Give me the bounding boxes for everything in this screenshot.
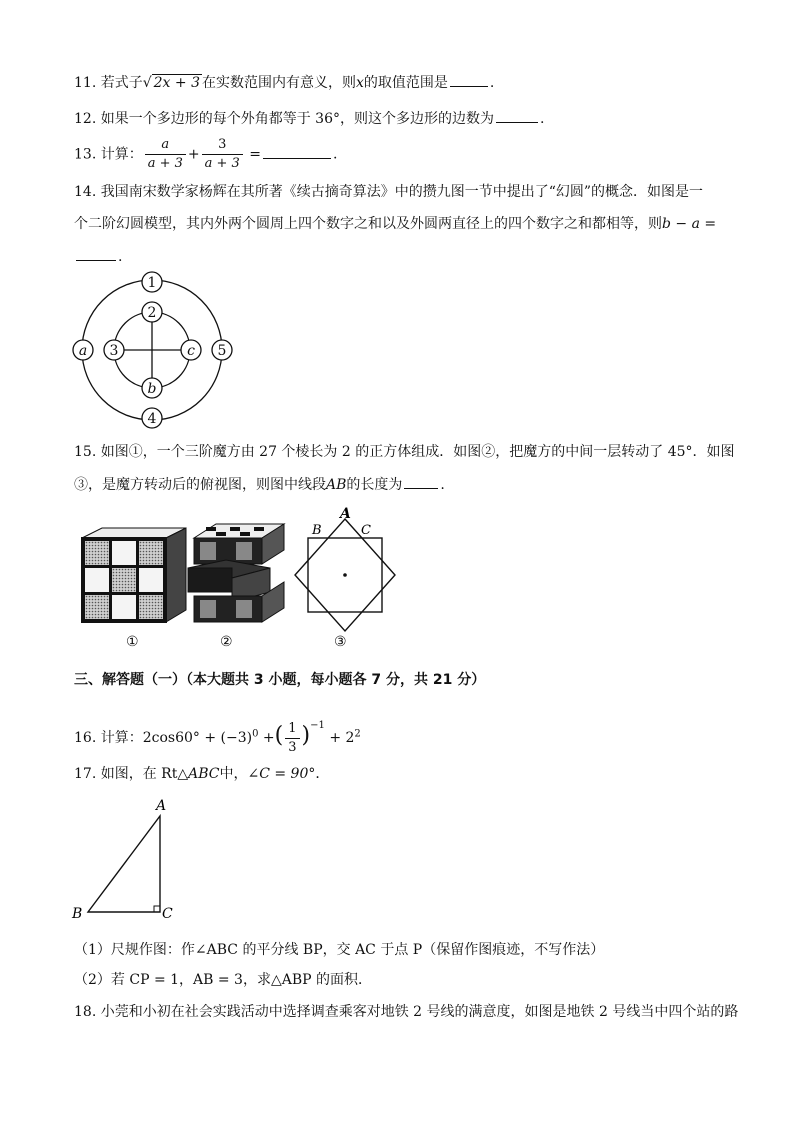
question-17: 17. 如图，在 Rt△ABC中，∠C = 90°． — [74, 766, 330, 782]
question-14-line-3: . — [74, 246, 122, 267]
question-11: 11. 若式子√ 2x + 3 在实数范围内有意义，则x的取值范围是 . — [74, 72, 494, 93]
q12-text: 如果一个多边形的每个外角都等于 36°，则这个多边形的边数为 — [100, 111, 494, 127]
question-16: 16. 计算：$2\cos 60^\circ + (-3)^0$ +( $\frac{1}{3}$ )$^{-1} + 2^2$ — [74, 720, 361, 755]
mc-right-inner: c — [187, 343, 195, 359]
question-14-line-2: 个二阶幻圆模型，其内外两个圆周上四个数字之和以及外圆两直径上的四个数字之和都相等，则b − a = — [74, 216, 717, 232]
question-18: 18. 小莞和小初在社会实践活动中选择调查乘客对地铁 2 号线的满意度，如图是地铁 2 号线当中四个站的路 — [74, 1004, 739, 1020]
q11-pre: 若式子 — [100, 75, 143, 91]
q14-answer-blank[interactable] — [76, 246, 116, 261]
rubiks-cube-figure-1 — [76, 526, 192, 626]
section-3-heading: 三、解答题（一）（本大题共 3 小题，每小题各 7 分，共 21 分） — [74, 672, 486, 688]
q11-var: x — [355, 75, 364, 91]
right-triangle-figure — [66, 792, 186, 926]
mc-top-inner: 2 — [147, 305, 157, 321]
question-15-line-2: ③，是魔方转动后的俯视图，则图中线段AB的长度为 . — [74, 474, 445, 495]
q15-answer-blank[interactable] — [404, 474, 438, 489]
mc-right-outer: 5 — [217, 343, 227, 359]
figure-2-label: ② — [220, 634, 233, 650]
mc-left-outer: a — [78, 343, 88, 359]
q13-pre: 计算： — [100, 146, 143, 163]
fig3-point-a: A — [340, 506, 351, 522]
triangle-vertex-a: A — [156, 798, 167, 814]
triangle-vertex-b: B — [72, 906, 83, 922]
q11-post: 的取值范围是 — [363, 75, 448, 91]
question-17-part-1: （1）尺规作图：作∠ABC 的平分线 BP，交 AC 于点 P（保留作图痕迹，不写作法） — [74, 942, 605, 958]
mc-top-outer: 1 — [147, 275, 157, 291]
mc-bottom-inner: b — [147, 381, 157, 397]
triangle-vertex-c: C — [162, 906, 173, 922]
q13-fraction-2: $\frac{3}{a + 3}$ — [202, 136, 243, 173]
question-17-part-2: （2）若 CP = 1，AB = 3，求△ABP 的面积． — [74, 972, 372, 988]
q13-answer-blank[interactable] — [263, 144, 331, 159]
mc-left-inner: 3 — [109, 343, 119, 359]
q11-number: 11. — [74, 75, 97, 91]
question-13: 13. 计算： $\frac{a}{a + 3}$ + $\frac{3}{a + 3}$ = . — [74, 137, 338, 171]
magic-circle-figure — [68, 268, 238, 434]
q16-number: 16. — [74, 730, 97, 746]
figure-1-label: ① — [126, 634, 139, 650]
question-15-line-1: 15. 如图①，一个三阶魔方由 27 个棱长为 2 的正方体组成．如图②，把魔方的中间一层转动了 45°．如图 — [74, 444, 735, 460]
q17-number: 17. — [74, 766, 97, 782]
q11-mid: 在实数范围内有意义，则 — [201, 75, 356, 91]
fig3-point-c: C — [361, 523, 371, 538]
question-14-line-1: 14. 我国南宋数学家杨辉在其所著《续古摘奇算法》中的攒九图一节中提出了“幻圆”的概念．如图是一 — [74, 184, 704, 200]
mc-bottom-outer: 4 — [147, 411, 157, 427]
rubiks-cube-top-view-figure-3 — [290, 504, 400, 654]
q15-number: 15. — [74, 444, 97, 460]
q12-number: 12. — [74, 111, 97, 127]
rubiks-cube-figure-2 — [186, 520, 290, 626]
q11-answer-blank[interactable] — [450, 72, 488, 87]
q12-answer-blank[interactable] — [496, 108, 538, 123]
q13-fraction-1: $\frac{a}{a + 3}$ — [145, 136, 186, 173]
fig3-point-b: B — [312, 523, 322, 538]
q13-number: 13. — [74, 146, 97, 163]
q18-number: 18. — [74, 1004, 97, 1020]
q14-number: 14. — [74, 184, 97, 200]
question-12: 12. 如果一个多边形的每个外角都等于 36°，则这个多边形的边数为 . — [74, 108, 544, 129]
figure-3-label: ③ — [334, 634, 347, 650]
q11-radicand: 2x + 3 — [153, 75, 200, 91]
q14-expression: b − a = — [662, 216, 717, 232]
q16-fraction: $\frac{1}{3}$ — [285, 720, 299, 757]
